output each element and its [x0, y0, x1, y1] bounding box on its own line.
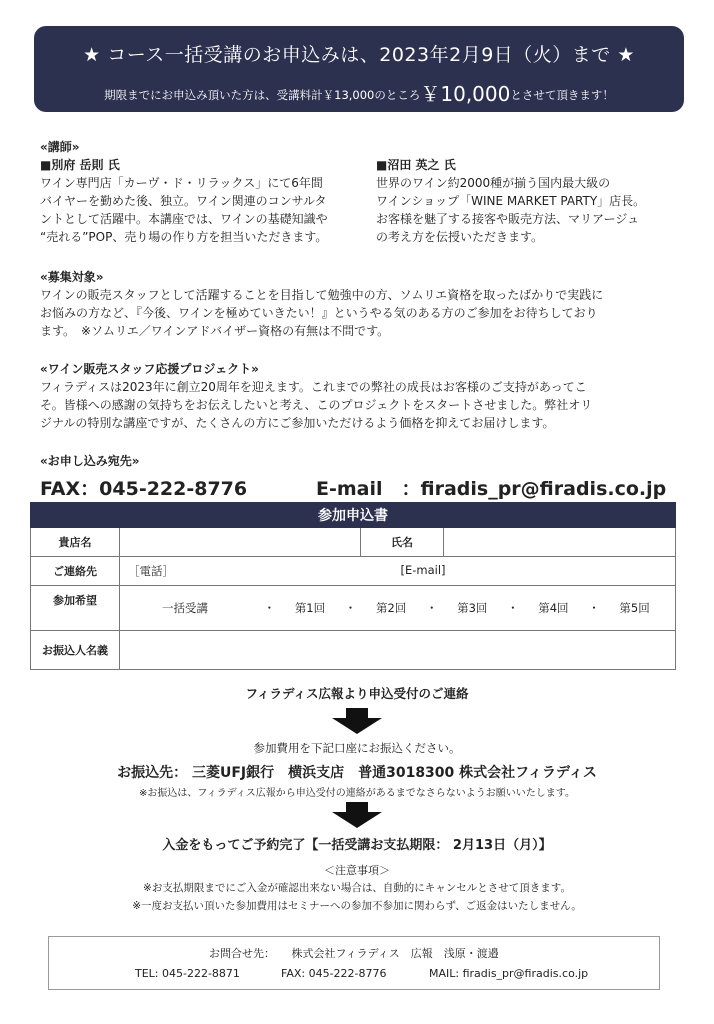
instructor-right-name: ■沼田 英之 氏 [376, 158, 456, 172]
project-line: ジナルの特別な講座ですが、たくさんの方にご参加いただけるよう価格を抑えてお届けします。 [40, 416, 555, 430]
project-heading: «ワイン販売スタッフ応援プロジェクト» [40, 362, 259, 376]
instructor-left-line: バイヤーを勤めた後、独立。ワイン関連のコンサルタ [40, 194, 327, 208]
fax-number: FAX：045-222-8776 [40, 478, 248, 500]
down-arrow-icon [332, 802, 382, 828]
target-line: お悩みの方など、『今後、ワインを極めていきたい！』というやる気のある方のご参加をお待ちしており [40, 306, 598, 320]
shop-label: 貴店名 [31, 528, 120, 557]
instructor-left-line: ワイン専門店「カーヴ・ド・リラックス」にて6年間 [40, 176, 323, 190]
instructor-left-name: ■別府 岳則 氏 [40, 158, 120, 172]
banner-subtitle [34, 78, 684, 107]
option-separator: ・ [588, 601, 600, 615]
instructor-left-line: “売れる”POP、売り場の作り方を担当いただきます。 [40, 230, 328, 244]
banner-price: ￥10,000 [420, 82, 511, 106]
option-separator: ・ [263, 601, 276, 615]
instructor-right-line: ワインショップ「WINE MARKET PARTY」店長。 [376, 194, 646, 208]
instructor-right-line: 世界のワイン約2000種が揃う国内最大級の [376, 176, 611, 190]
bank-note: ※お振込は、フィラディス広報から申込受付の連絡があるまでなさらないようお願いいたします。 [139, 788, 575, 799]
deadline-banner [34, 26, 684, 112]
footer-fax: FAX: 045-222-8776 [281, 967, 387, 980]
option-session-2[interactable]: 第2回 [375, 601, 407, 615]
project-section [40, 360, 680, 432]
wish-options [120, 586, 676, 631]
option-separator: ・ [507, 601, 519, 615]
application-form [30, 502, 676, 670]
option-session-4[interactable]: 第4回 [538, 601, 569, 615]
form-title: 参加申込書 [31, 503, 676, 528]
target-line: ます。 ※ソムリエ／ワインアドバイザー資格の有無は不問です。 [40, 324, 390, 338]
name-label: 氏名 [361, 528, 444, 557]
flow-step-2: 参加費用を下記口座にお振込ください。 [253, 741, 461, 755]
down-arrow-icon [332, 708, 382, 734]
option-session-5[interactable]: 第5回 [619, 601, 650, 615]
apply-heading: «お申し込み宛先» [40, 454, 140, 468]
contact-field[interactable] [120, 557, 676, 586]
flow-step-3: 入金をもってご予約完了【一括受講お支払期限： 2月13日（月）】 [162, 838, 552, 853]
banner-sub-suffix: とさせて頂きます！ [510, 88, 614, 102]
wish-label: 参加希望 [31, 586, 120, 631]
notice-line: ※お支払期限までにご入金が確認出来ない場合は、自動的にキャンセルとさせて頂きます。 [143, 882, 571, 894]
instructors-heading: «講師» [40, 140, 80, 154]
contact-footer [48, 936, 660, 990]
payer-field[interactable] [120, 631, 676, 670]
footer-tel: TEL: 045-222-8871 [135, 967, 240, 980]
contact-label: ご連絡先 [31, 557, 120, 586]
notice-line: ※一度お支払い頂いた参加費用はセミナーへの参加不参加に関わらず、ご返金はいたしません。 [132, 900, 582, 912]
target-line: ワインの販売スタッフとして活躍することを目指して勉強中の方、ソムリエ資格を取ったばかりで実践に [40, 288, 604, 302]
instructor-left [40, 156, 365, 246]
payer-label: お振込人名義 [31, 631, 120, 670]
instructor-right [376, 156, 686, 246]
instructor-right-line: の考え方を伝授いただきます。 [376, 230, 544, 244]
name-field[interactable] [444, 528, 676, 557]
shop-field[interactable] [120, 528, 361, 557]
target-section [40, 268, 680, 340]
instructor-left-line: ントとして活躍中。本講座では、ワインの基礎知識や [40, 212, 328, 226]
project-line: フィラディスは2023年に創立20周年を迎えます。これまでの弊社の成長はお客様のご支持があってこ [40, 380, 587, 394]
option-bulk[interactable]: 一括受講 [162, 601, 208, 615]
footer-contact: お問合せ先： 株式会社フィラディス 広報 浅原・渡邉 [209, 947, 499, 960]
instructor-right-line: お客様を魅了する接客や販売方法、マリアージュ [376, 212, 640, 226]
notice-heading: ＜注意事項＞ [324, 864, 390, 877]
option-session-1[interactable]: 第1回 [294, 601, 326, 615]
flow-step-1: フィラディス広報より申込受付のご連絡 [245, 686, 469, 701]
email-address[interactable]: E-mail ：firadis_pr@firadis.co.jp [316, 478, 667, 500]
banner-title: ★ コース一括受講のお申込みは、2023年2月9日（火）まで ★ [83, 44, 635, 66]
option-separator: ・ [425, 601, 438, 615]
email-hint: [E-mail] [400, 563, 446, 577]
project-line: そ。皆様への感謝の気持ちをお伝えしたいと考え、このプロジェクトをスタートさせました。弊社オリ [40, 398, 593, 412]
bank-account: お振込先： 三菱UFJ銀行 横浜支店 普通3018300 株式会社フィラディス [117, 765, 597, 781]
option-separator: ・ [344, 601, 357, 615]
banner-sub-prefix: 期限までにお申込み頂いた方は、受講料計￥13,000のところ [104, 88, 421, 102]
option-session-3[interactable]: 第3回 [457, 601, 488, 615]
target-heading: «募集対象» [40, 270, 104, 284]
footer-mail[interactable]: MAIL: firadis_pr@firadis.co.jp [429, 967, 589, 980]
phone-hint: ［電話］ [128, 564, 174, 578]
